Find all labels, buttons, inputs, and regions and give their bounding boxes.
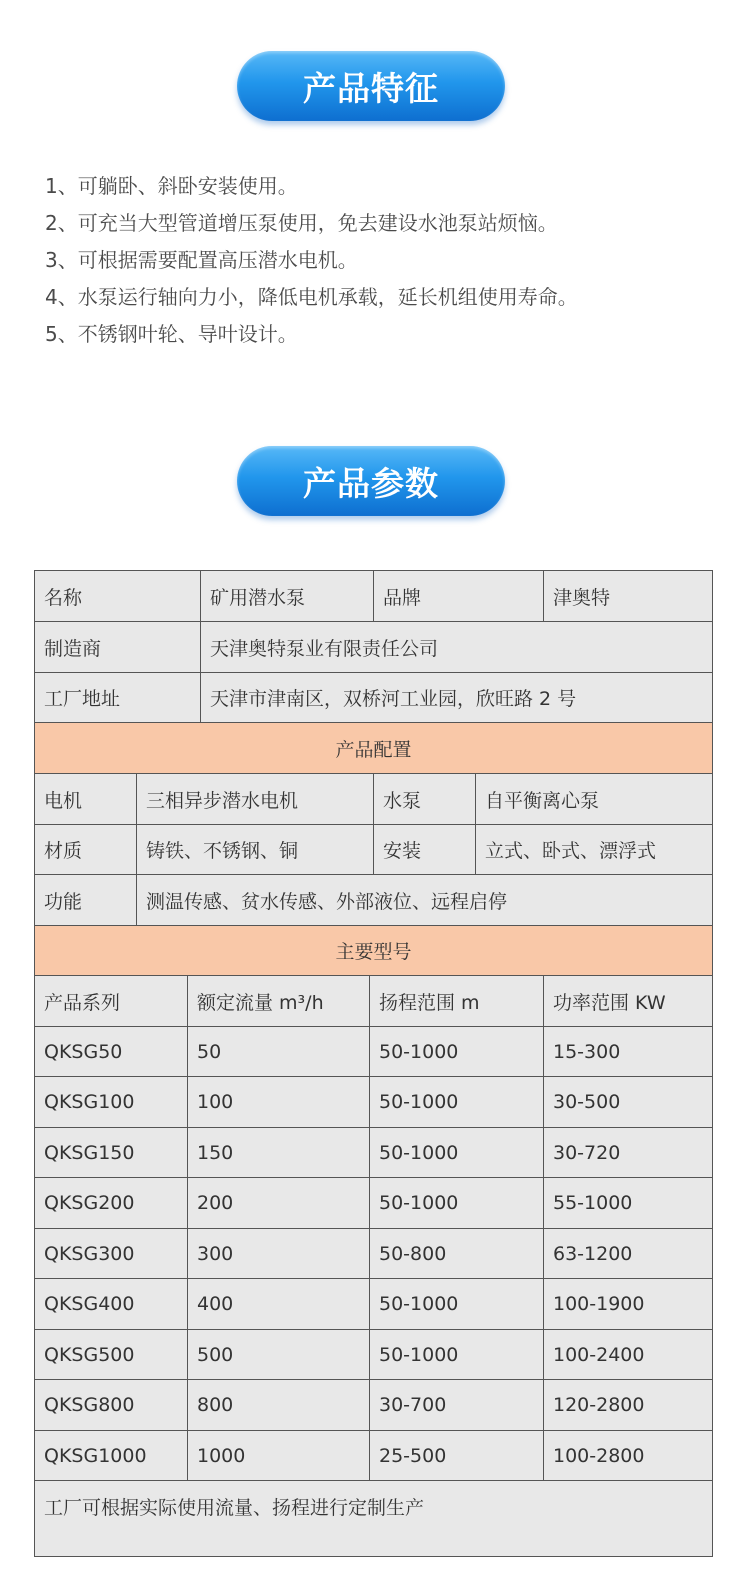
models-heading: 主要型号	[335, 941, 412, 963]
table-row	[35, 1229, 712, 1279]
motor-label: 电机	[35, 774, 137, 824]
power-cell: 30-720	[553, 1141, 621, 1164]
feature-item: 3、可根据需要配置高压潜水电机。	[45, 248, 358, 272]
table-row	[35, 1077, 712, 1128]
name-label: 名称	[35, 571, 201, 621]
config-heading-row	[35, 723, 712, 774]
brand-value: 津奥特	[553, 586, 611, 609]
footer-note: 工厂可根据实际使用流量、扬程进行定制生产	[44, 1497, 425, 1519]
head-cell: 50-1000	[370, 1279, 544, 1329]
install-value: 立式、卧式、漂浮式	[485, 840, 657, 862]
pump-value: 自平衡离心泵	[485, 789, 600, 812]
install-label: 安装	[374, 825, 476, 874]
feature-list	[45, 168, 735, 353]
power-cell: 63-1200	[553, 1242, 633, 1265]
head-cell: 50-1000	[370, 1077, 544, 1127]
head-cell: 50-1000	[370, 1330, 544, 1379]
spec-table	[34, 570, 713, 1557]
flow-cell: 400	[188, 1279, 370, 1329]
model-cell: QKSG50	[35, 1027, 188, 1076]
params-title-badge	[237, 446, 505, 516]
power-cell: 15-300	[553, 1040, 621, 1063]
material-label: 材质	[35, 825, 137, 874]
flow-cell: 800	[188, 1380, 370, 1430]
maker-label: 制造商	[35, 622, 201, 672]
name-value: 矿用潜水泵	[201, 571, 374, 621]
flow-cell: 150	[188, 1128, 370, 1177]
flow-cell: 50	[188, 1027, 370, 1076]
feature-item: 4、水泵运行轴向力小，降低电机承载，延长机组使用寿命。	[45, 285, 578, 309]
features-title-badge	[237, 51, 505, 121]
head-cell: 30-700	[370, 1380, 544, 1430]
model-cell: QKSG500	[35, 1330, 188, 1379]
head-cell: 50-1000	[370, 1027, 544, 1076]
flow-cell: 300	[188, 1229, 370, 1278]
pump-label: 水泵	[374, 774, 476, 824]
brand-label: 品牌	[374, 571, 544, 621]
power-cell: 55-1000	[553, 1192, 633, 1214]
power-cell: 30-500	[553, 1091, 621, 1113]
column-header: 扬程范围 m	[370, 976, 544, 1026]
model-cell: QKSG1000	[35, 1431, 188, 1480]
maker-value: 天津奥特泵业有限责任公司	[210, 637, 439, 660]
power-cell: 100-1900	[553, 1293, 645, 1315]
feature-item: 1、可躺卧、斜卧安装使用。	[45, 174, 298, 198]
head-cell: 25-500	[370, 1431, 544, 1480]
function-value: 测温传感、贫水传感、外部液位、远程启停	[146, 890, 508, 913]
power-cell: 120-2800	[553, 1394, 645, 1416]
flow-cell: 100	[188, 1077, 370, 1127]
head-cell: 50-800	[370, 1229, 544, 1278]
models-header-row	[35, 976, 712, 1027]
address-value: 天津市津南区，双桥河工业园，欣旺路 2 号	[210, 688, 577, 710]
params-title: 产品参数	[303, 463, 439, 503]
feature-item: 2、可充当大型管道增压泵使用，免去建设水池泵站烦恼。	[45, 211, 558, 235]
table-footer-row	[35, 1481, 712, 1556]
table-row	[35, 1027, 712, 1077]
table-row-function	[35, 875, 712, 926]
model-cell: QKSG100	[35, 1077, 188, 1127]
table-row	[35, 1380, 712, 1431]
power-cell: 100-2800	[553, 1444, 645, 1467]
model-cell: QKSG300	[35, 1229, 188, 1278]
feature-item: 5、不锈钢叶轮、导叶设计。	[45, 322, 298, 346]
table-row-address	[35, 673, 712, 723]
head-cell: 50-1000	[370, 1178, 544, 1228]
table-row-material	[35, 825, 712, 875]
flow-cell: 500	[188, 1330, 370, 1379]
models-heading-row	[35, 926, 712, 976]
model-cell: QKSG150	[35, 1128, 188, 1177]
table-row	[35, 1279, 712, 1330]
power-cell: 100-2400	[553, 1343, 645, 1366]
column-header: 额定流量 m³/h	[188, 976, 370, 1026]
flow-cell: 1000	[188, 1431, 370, 1480]
function-label: 功能	[35, 875, 137, 925]
model-cell: QKSG800	[35, 1380, 188, 1430]
motor-value: 三相异步潜水电机	[137, 774, 374, 824]
material-value: 铸铁、不锈钢、铜	[137, 825, 374, 874]
table-row	[35, 1178, 712, 1229]
flow-cell: 200	[188, 1178, 370, 1228]
table-row	[35, 1128, 712, 1178]
address-label: 工厂地址	[35, 673, 201, 722]
config-heading: 产品配置	[335, 738, 412, 761]
model-cell: QKSG400	[35, 1279, 188, 1329]
table-row-name	[35, 571, 712, 622]
table-row-maker	[35, 622, 712, 673]
table-row-motor	[35, 774, 712, 825]
table-row	[35, 1431, 712, 1481]
features-title: 产品特征	[303, 68, 439, 108]
head-cell: 50-1000	[370, 1128, 544, 1177]
column-header: 功率范围 KW	[553, 991, 666, 1014]
table-row	[35, 1330, 712, 1380]
column-header: 产品系列	[35, 976, 188, 1026]
model-cell: QKSG200	[35, 1178, 188, 1228]
